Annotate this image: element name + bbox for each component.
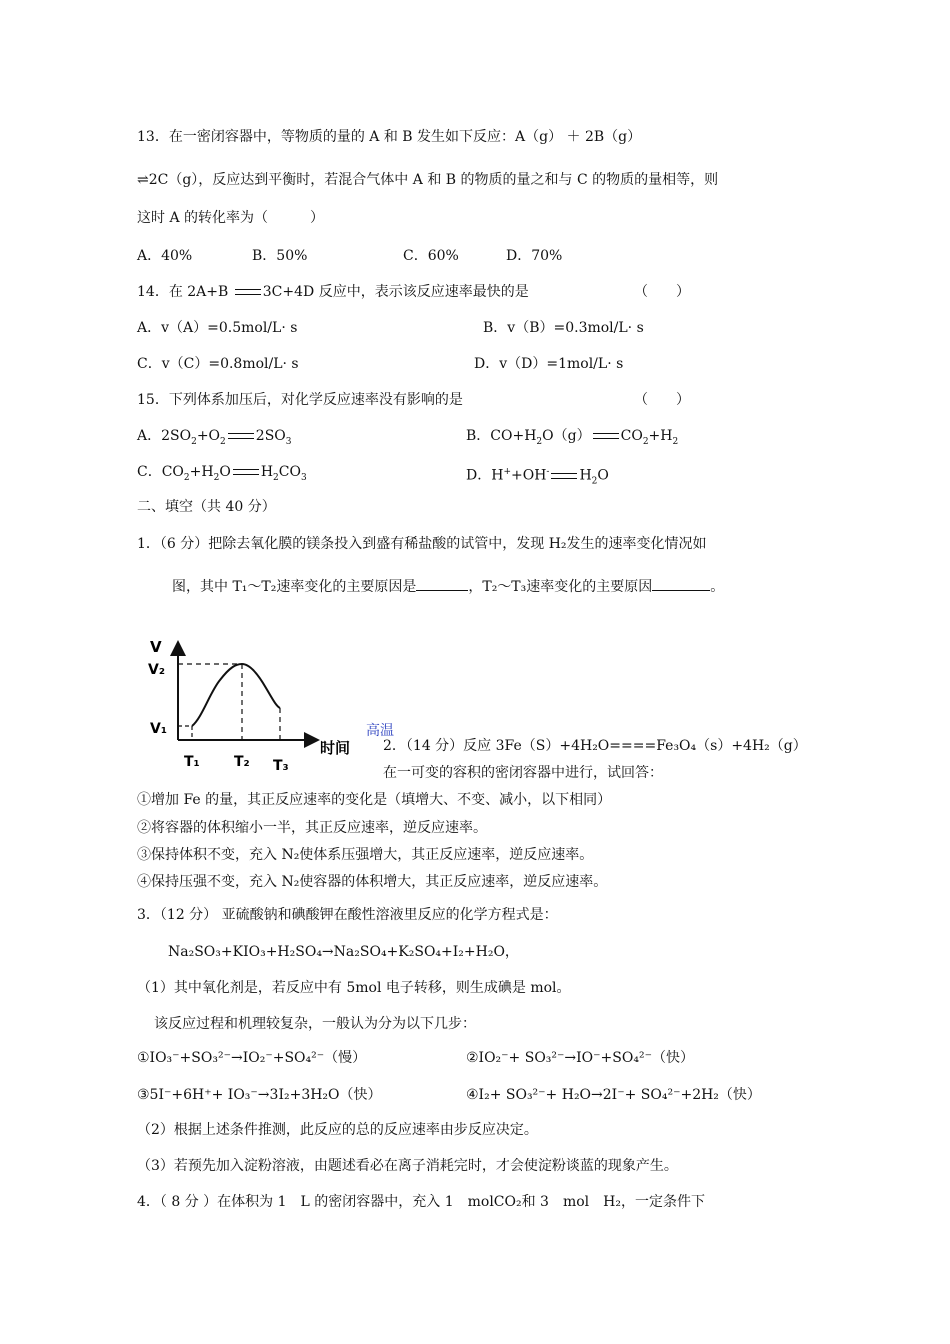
q13-option-c: C．60% [403,248,459,264]
t1-label: T₁ [184,754,200,770]
f3-step-2: ②IO₂⁻+ SO₃²⁻→IO⁻+SO₄²⁻（快） [466,1050,694,1066]
f3-step-3: ③5I⁻+6H⁺+ IO₃⁻→3I₂+3H₂O（快） [137,1087,382,1103]
v2-label: V₂ [148,662,165,678]
q13-line2: ⇌2C（g），反应达到平衡时，若混合气体中 A 和 B 的物质的量之和与 C 的物质的量相等，则 [137,172,719,188]
f3-step-4: ④I₂+ SO₃²⁻+ H₂O→2I⁻+ SO₄²⁻+2H₂（快） [466,1087,761,1103]
q15-option-a: A．$2SO_2+O_2$ $2SO_3$ [137,428,292,447]
q14-option-c: C．v（C）=0.8mol/L· s [137,356,299,372]
f4-line1: 4．（ 8 分 ）在体积为 1 L 的密闭容器中，充入 1 molCO₂和 3 mol H₂，一定条件下 [137,1194,705,1210]
f2-item-4: ④保持压强不变，充入 N₂使容器的体积增大，其正反应速率，逆反应速率。 [137,874,608,890]
q15-option-b: B．$CO+H_2O(g)$ $CO_2+H_2$ [466,428,679,447]
q13-line3: 这时 A 的转化率为（ ） [137,210,325,226]
q13-option-a: A．40% [137,248,193,264]
y-axis-label: V [150,638,162,656]
answer-blank [416,576,468,591]
q14-option-a: A．v（A）=0.5mol/L· s [137,320,298,336]
high-temperature-label: 高温 [366,723,394,739]
q13-option-b: B．50% [252,248,308,264]
q14-option-b: B．v（B）=0.3mol/L· s [483,320,644,336]
equilibrium-arrow-icon [551,470,577,482]
x-axis-label: 时间 [320,739,351,757]
q14-answer-paren: （ ） [634,284,690,300]
q13-option-d: D．70% [506,248,563,264]
q13-line1: 13．在一密闭容器中，等物质的量的 A 和 B 发生如下反应：A（g） ＋ 2B（g） [137,129,642,145]
equilibrium-arrow-icon [593,430,619,442]
q15-option-d: D．H++OH- $H_2O$ [466,467,609,487]
q14-stem [137,282,529,302]
f3-equation: Na₂SO₃+KIO₃+H₂SO₄→Na₂SO₄+K₂SO₄+I₂+H₂O， [168,944,519,960]
f3-intro: 该反应过程和机理较复杂，一般认为分为以下几步： [154,1016,476,1032]
f3-line1: 3．（12 分） 亚硫酸钠和碘酸钾在酸性溶液里反应的化学方程式是： [137,907,558,923]
f1-line2-start: 图，其中 T₁～T₂速率变化的主要原因是 [172,579,417,595]
f3-question-1: （1）其中氧化剂是，若反应中有 5mol 电子转移，则生成碘是 mol。 [137,980,571,996]
q15-stem: 15．下列体系加压后，对化学反应速率没有影响的是 [137,392,463,408]
answer-blank [652,576,710,591]
f2-item-3: ③保持体积不变，充入 N₂使体系压强增大，其正反应速率，逆反应速率。 [137,847,594,863]
f2-line1: 2．（14 分）反应 3Fe（S）+4H₂O====Fe₃O₄（s）+4H₂（g） [383,738,807,754]
rate-time-chart [140,636,380,781]
equilibrium-arrow-icon [233,466,259,478]
q15-answer-paren: （ ） [634,392,690,408]
v1-label: V₁ [150,721,167,737]
f2-line2: 在一可变的容积的密闭容器中进行，试回答： [383,765,663,781]
f3-question-2: （2）根据上述条件推测，此反应的总的反应速率由步反应决定。 [137,1122,538,1138]
f3-question-3: （3）若预先加入淀粉溶液，由题述看必在离子消耗完时，才会使淀粉谈蓝的现象产生。 [137,1158,678,1174]
equilibrium-arrow-icon [228,430,254,442]
f1-line1: 1．（6 分）把除去氧化膜的镁条投入到盛有稀盐酸的试管中，发现 H₂发生的速率变化情况如 [137,536,707,552]
q14-stem-start: 14．在 2A+B [137,284,233,300]
f2-item-2: ②将容器的体积缩小一半，其正反应速率，逆反应速率。 [137,820,487,836]
f1-line2-end: 。 [710,579,725,595]
f2-item-1: ①增加 Fe 的量，其正反应速率的变化是（填增大、不变、减小，以下相同） [137,792,612,808]
q15-option-c: C．$CO_2+H_2O$ $H_2CO_3$ [137,464,307,483]
section-heading: 二、填空（共 40 分） [137,499,276,515]
t2-label: T₂ [234,754,250,770]
equilibrium-arrow-icon [235,286,261,298]
f1-line2 [172,576,724,597]
f1-line2-mid: ，T₂～T₃速率变化的主要原因 [468,579,653,595]
q14-option-d: D．v（D）=1mol/L· s [474,356,624,372]
q14-stem-end: 3C+4D 反应中，表示该反应速率最快的是 [262,284,529,300]
t3-label: T₃ [273,758,289,774]
rate-curve [192,664,280,726]
f3-step-1: ①IO₃⁻+SO₃²⁻→IO₂⁻+SO₄²⁻（慢） [137,1050,367,1066]
